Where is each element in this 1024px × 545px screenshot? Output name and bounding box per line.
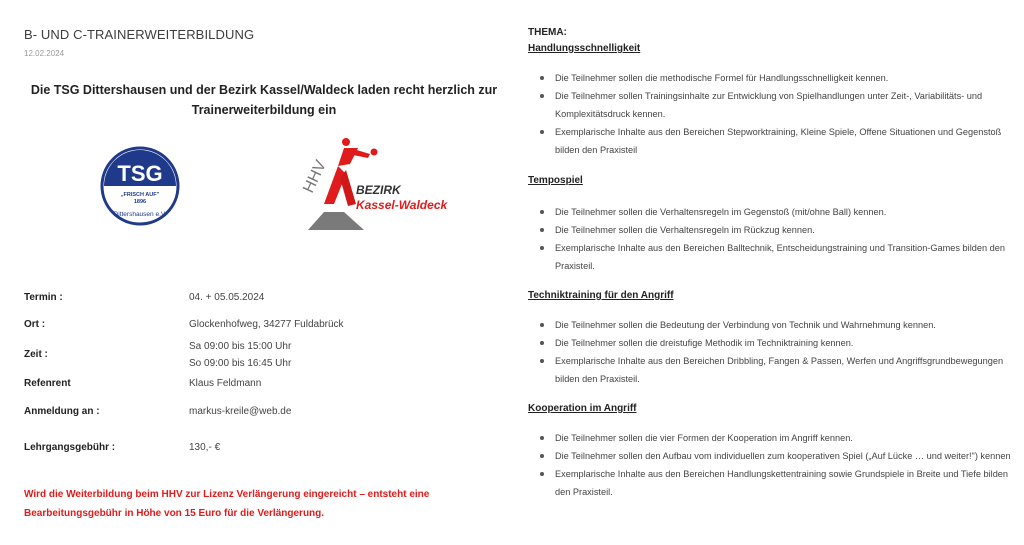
- bezirk-text: BEZIRK: [356, 183, 401, 197]
- tsg-logo-motto: „FRISCH AUF": [120, 192, 160, 198]
- logos-row: [100, 134, 500, 244]
- tsg-logo-text: TSG: [117, 161, 163, 186]
- tsg-logo-year: 1896: [133, 199, 147, 205]
- list-item: Exemplarische Inhalte aus den Bereichen Dribbling, Fangen & Passen, Werfen und Angriffsgrundbewegungen bilden den Praxisteil.: [528, 352, 1018, 388]
- thema-heading: THEMA:: [528, 27, 567, 38]
- list-item: Exemplarische Inhalte aus den Bereichen Handlungskettentraining sowie Grundspiele in Breite und Tiefe bilden den Praxisteil.: [528, 465, 1018, 501]
- section-title: Techniktraining für den Angriff: [528, 290, 674, 301]
- gebuehr-value: 130,- €: [189, 442, 221, 453]
- list-item: Die Teilnehmer sollen die Verhaltensregeln im Gegenstoß (mit/ohne Ball) kennen.: [528, 203, 1018, 221]
- termin-value: 04. + 05.05.2024: [189, 292, 265, 303]
- renewal-fee-note: Wird die Weiterbildung beim HHV zur Lizenz Verlängerung eingereicht – entsteht eine Bearbeitungsgebühr in Höhe von 15 Euro für die Verlängerung.: [24, 489, 430, 519]
- tsg-logo-place: Dittershausen e.V.: [113, 211, 167, 218]
- section-title: Handlungsschnelligkeit: [528, 43, 641, 54]
- zeit-value-sunday: So 09:00 bis 16:45 Uhr: [189, 358, 292, 369]
- zeit-value: [189, 338, 291, 372]
- section-kooperation: [528, 403, 1018, 501]
- list-item: Die Teilnehmer sollen die methodische Formel für Handlungsschnelligkeit kennen.: [528, 69, 1018, 87]
- list-item: Exemplarische Inhalte aus den Bereichen Stepworktraining, Kleine Spiele, Offene Situationen und Gegenstoß bilden den Praxisteil: [528, 123, 1018, 159]
- list-item: Die Teilnehmer sollen die Bedeutung der Verbindung von Technik und Wahrnehmung kennen.: [528, 316, 1018, 334]
- headline: Die TSG Dittershausen und der Bezirk Kassel/Waldeck laden recht herzlich zur Trainerweiterbildung ein: [30, 83, 498, 117]
- page-title: B- UND C-TRAINERWEITERBILDUNG: [24, 27, 255, 42]
- list-item: Exemplarische Inhalte aus den Bereichen Balltechnik, Entscheidungstraining und Transition-Games bilden den Praxisteil.: [528, 239, 1018, 275]
- list-item: Die Teilnehmer sollen den Aufbau vom individuellen zum kooperativen Spiel („Auf Lücke … und weiter!") kennen: [528, 447, 1018, 465]
- section-list: [528, 316, 1018, 388]
- section-techniktraining: [528, 290, 1018, 388]
- kassel-waldeck-text: Kassel-Waldeck: [356, 198, 448, 212]
- hhv-logo-text: HHV: [300, 157, 330, 196]
- section-list: [528, 203, 1018, 275]
- hhv-bezirk-logo: [294, 134, 464, 242]
- tsg-logo: [100, 146, 180, 226]
- list-item: Die Teilnehmer sollen die dreistufige Methodik im Techniktraining kennen.: [528, 334, 1018, 352]
- list-item: Die Teilnehmer sollen die vier Formen der Kooperation im Angriff kennen.: [528, 429, 1018, 447]
- section-tempospiel: [528, 175, 1018, 275]
- referent-value: Klaus Feldmann: [189, 378, 262, 389]
- section-list: [528, 429, 1018, 501]
- ort-value: Glockenhofweg, 34277 Fuldabrück: [189, 319, 344, 330]
- post-date: 12.02.2024: [24, 49, 65, 58]
- anmeldung-email[interactable]: markus-kreile@web.de: [189, 406, 292, 417]
- section-list: [528, 69, 1018, 159]
- section-title: Kooperation im Angriff: [528, 403, 637, 414]
- gebuehr-label: Lehrgangsgebühr :: [24, 442, 116, 453]
- ort-label: Ort :: [24, 319, 46, 330]
- list-item: Die Teilnehmer sollen die Verhaltensregeln im Rückzug kennen.: [528, 221, 1018, 239]
- zeit-label: Zeit :: [24, 349, 48, 360]
- list-item: Die Teilnehmer sollen Trainingsinhalte zur Entwicklung von Spielhandlungen unter Zeit-, Variabilitäts- und Komplexitätsdruck kennen.: [528, 87, 1018, 123]
- referent-label: Refenrent: [24, 378, 71, 389]
- section-handlungsschnelligkeit: [528, 43, 1018, 159]
- section-title: Tempospiel: [528, 175, 583, 186]
- termin-label: Termin :: [24, 292, 63, 303]
- zeit-value-saturday: Sa 09:00 bis 15:00 Uhr: [189, 341, 292, 352]
- anmeldung-label: Anmeldung an :: [24, 406, 100, 417]
